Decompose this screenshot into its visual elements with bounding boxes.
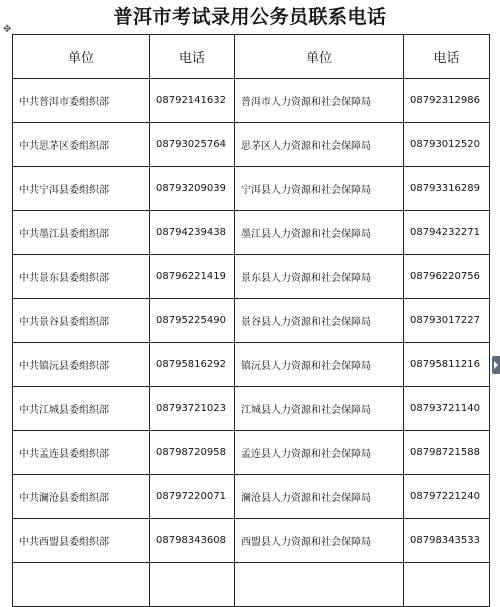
org-unit-cell: 中共墨江县委组织部: [13, 211, 150, 255]
hr-bureau-cell: 西盟县人力资源和社会保障局: [235, 519, 404, 563]
hr-bureau-cell: 墨江县人力资源和社会保障局: [235, 211, 404, 255]
org-phone-cell: 08798343608: [150, 519, 235, 563]
hr-bureau-cell: 普洱市人力资源和社会保障局: [235, 79, 404, 123]
org-unit-cell: [13, 563, 150, 607]
hr-phone-cell: 08793012520: [404, 123, 490, 167]
org-unit-cell: 中共思茅区委组织部: [13, 123, 150, 167]
table-row: [13, 519, 490, 563]
hr-bureau-cell: 思茅区人力资源和社会保障局: [235, 123, 404, 167]
hr-phone-cell: 08796220756: [404, 255, 490, 299]
org-phone-cell: 08797220071: [150, 475, 235, 519]
org-phone-cell: 08796221419: [150, 255, 235, 299]
org-phone-cell: 08793025764: [150, 123, 235, 167]
org-phone-cell: 08794239438: [150, 211, 235, 255]
header-unit: 单位: [235, 35, 404, 79]
org-unit-cell: 中共景东县委组织部: [13, 255, 150, 299]
header-unit: 单位: [13, 35, 150, 79]
org-unit-cell: 中共江城县委组织部: [13, 387, 150, 431]
hr-bureau-cell: 澜沧县人力资源和社会保障局: [235, 475, 404, 519]
hr-bureau-cell: 景东县人力资源和社会保障局: [235, 255, 404, 299]
hr-bureau-cell: 孟连县人力资源和社会保障局: [235, 431, 404, 475]
org-phone-cell: 08793209039: [150, 167, 235, 211]
hr-bureau-cell: 宁洱县人力资源和社会保障局: [235, 167, 404, 211]
table-row: [13, 255, 490, 299]
table-header-row: [13, 35, 490, 79]
side-expand-tab[interactable]: [492, 356, 500, 374]
org-unit-cell: 中共景谷县委组织部: [13, 299, 150, 343]
hr-phone-cell: 08793017227: [404, 299, 490, 343]
hr-phone-cell: 08792312986: [404, 79, 490, 123]
hr-phone-cell: [404, 563, 490, 607]
table-row: [13, 387, 490, 431]
org-phone-cell: 08792141632: [150, 79, 235, 123]
org-unit-cell: 中共西盟县委组织部: [13, 519, 150, 563]
org-unit-cell: 中共孟连县委组织部: [13, 431, 150, 475]
hr-bureau-cell: 景谷县人力资源和社会保障局: [235, 299, 404, 343]
org-phone-cell: 08795816292: [150, 343, 235, 387]
hr-bureau-cell: 江城县人力资源和社会保障局: [235, 387, 404, 431]
table-row: [13, 299, 490, 343]
table-row: [13, 79, 490, 123]
hr-phone-cell: 08798721588: [404, 431, 490, 475]
table-row: [13, 167, 490, 211]
hr-phone-cell: 08798343533: [404, 519, 490, 563]
org-unit-cell: 中共普洱市委组织部: [13, 79, 150, 123]
org-phone-cell: [150, 563, 235, 607]
table-row: [13, 563, 490, 607]
hr-phone-cell: 08793316289: [404, 167, 490, 211]
table-row: [13, 211, 490, 255]
hr-bureau-cell: 镇沅县人力资源和社会保障局: [235, 343, 404, 387]
hr-phone-cell: 08795811216: [404, 343, 490, 387]
page-title: 普洱市考试录用公务员联系电话: [113, 6, 387, 28]
hr-bureau-cell: [235, 563, 404, 607]
table-row: [13, 475, 490, 519]
org-unit-cell: 中共镇沅县委组织部: [13, 343, 150, 387]
header-phone: 电话: [150, 35, 235, 79]
org-unit-cell: 中共宁洱县委组织部: [13, 167, 150, 211]
org-phone-cell: 08798720958: [150, 431, 235, 475]
org-phone-cell: 08793721023: [150, 387, 235, 431]
table-move-handle-icon[interactable]: ✥: [3, 24, 12, 35]
org-unit-cell: 中共澜沧县委组织部: [13, 475, 150, 519]
table-row: [13, 123, 490, 167]
hr-phone-cell: 08797221240: [404, 475, 490, 519]
table-row: [13, 431, 490, 475]
contact-table: [12, 34, 490, 607]
hr-phone-cell: 08793721140: [404, 387, 490, 431]
hr-phone-cell: 08794232271: [404, 211, 490, 255]
header-phone: 电话: [404, 35, 490, 79]
org-phone-cell: 08795225490: [150, 299, 235, 343]
table-row: [13, 343, 490, 387]
